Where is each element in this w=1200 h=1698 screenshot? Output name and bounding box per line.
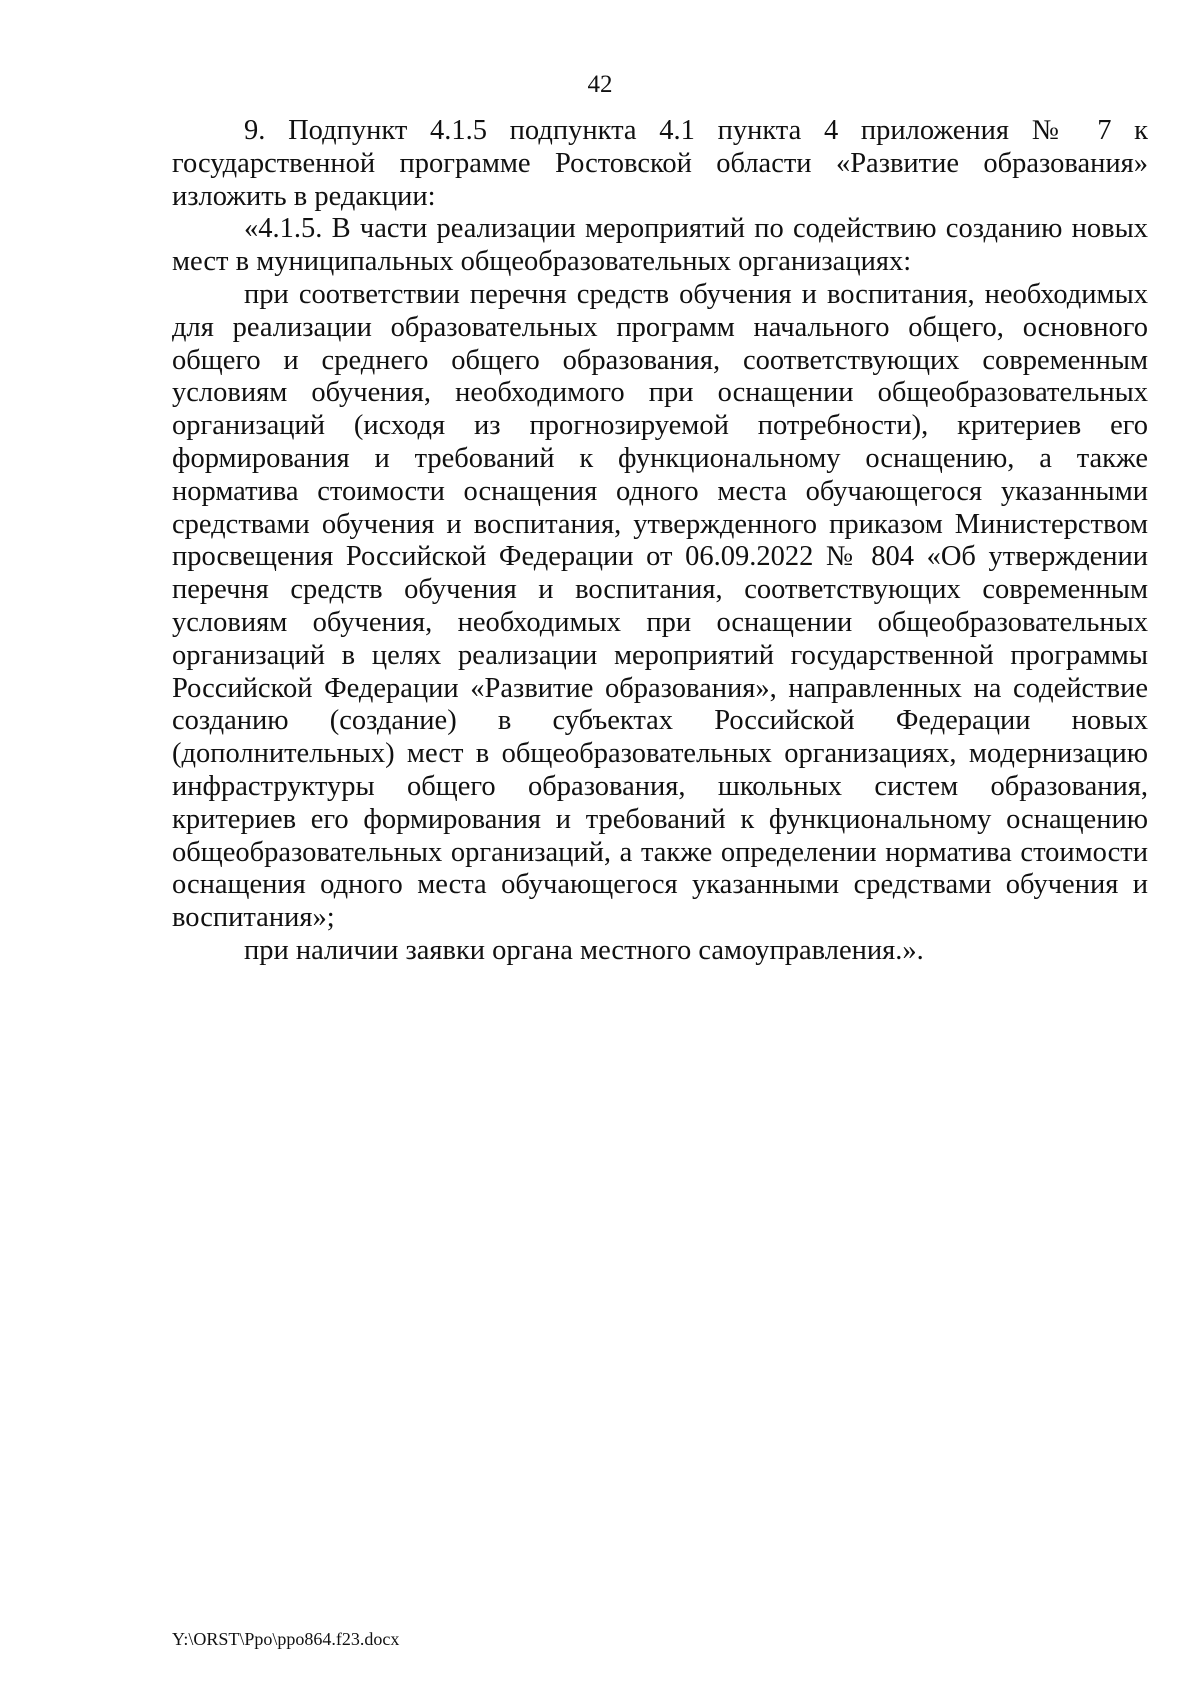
page-number: 42 bbox=[587, 71, 613, 98]
document-body bbox=[172, 115, 1148, 968]
paragraph-application-condition: при наличии заявки органа местного самоуправления.». bbox=[244, 934, 924, 966]
file-path-footer: Y:\ORST\Ppo\ppo864.f23.docx bbox=[172, 1629, 400, 1649]
paragraph-condition-list: при соответствии перечня средств обучения и воспитания, необходимых для реализации образовательных программ начального общего, основного общего и среднего общего образования, соответствующих современным условиям обучения, необходимого при оснащении общеобразовательных организаций (исходя из прогнозируемой потребности), критериев его формирования и требований к функциональному оснащению, а также норматива стоимости оснащения одного места обучающегося указанными средствами обучения и воспитания, утвержденного приказом Министерством просвещения Российской Федерации от 06.09.2022 № 804 «Об утверждении перечня средств обучения и воспитания, соответствующих современным условиям обучения, необходимых при оснащении общеобразовательных организаций в целях реализации мероприятий государственной программы Российской Федерации «Развитие образования», направленных на содействие созданию (создание) в субъектах Российской Федерации новых (дополнительных) мест в общеобразовательных организациях, модернизацию инфраструктуры общего образования, школьных систем образования, критериев его формирования и требований к функциональному оснащению общеобразовательных организаций, а также определении норматива стоимости оснащения одного места обучающегося указанными средствами обучения и воспитания»; bbox=[172, 278, 1148, 934]
paragraph-amendment-intro: 9. Подпункт 4.1.5 подпункта 4.1 пункта 4 приложения № 7 к государственной программе Ростовской области «Развитие образования» изложить в редакции: bbox=[172, 115, 1148, 212]
paragraph-subpoint-heading: «4.1.5. В части реализации мероприятий по содействию созданию новых мест в муниципальных общеобразовательных организациях: bbox=[172, 213, 1148, 278]
